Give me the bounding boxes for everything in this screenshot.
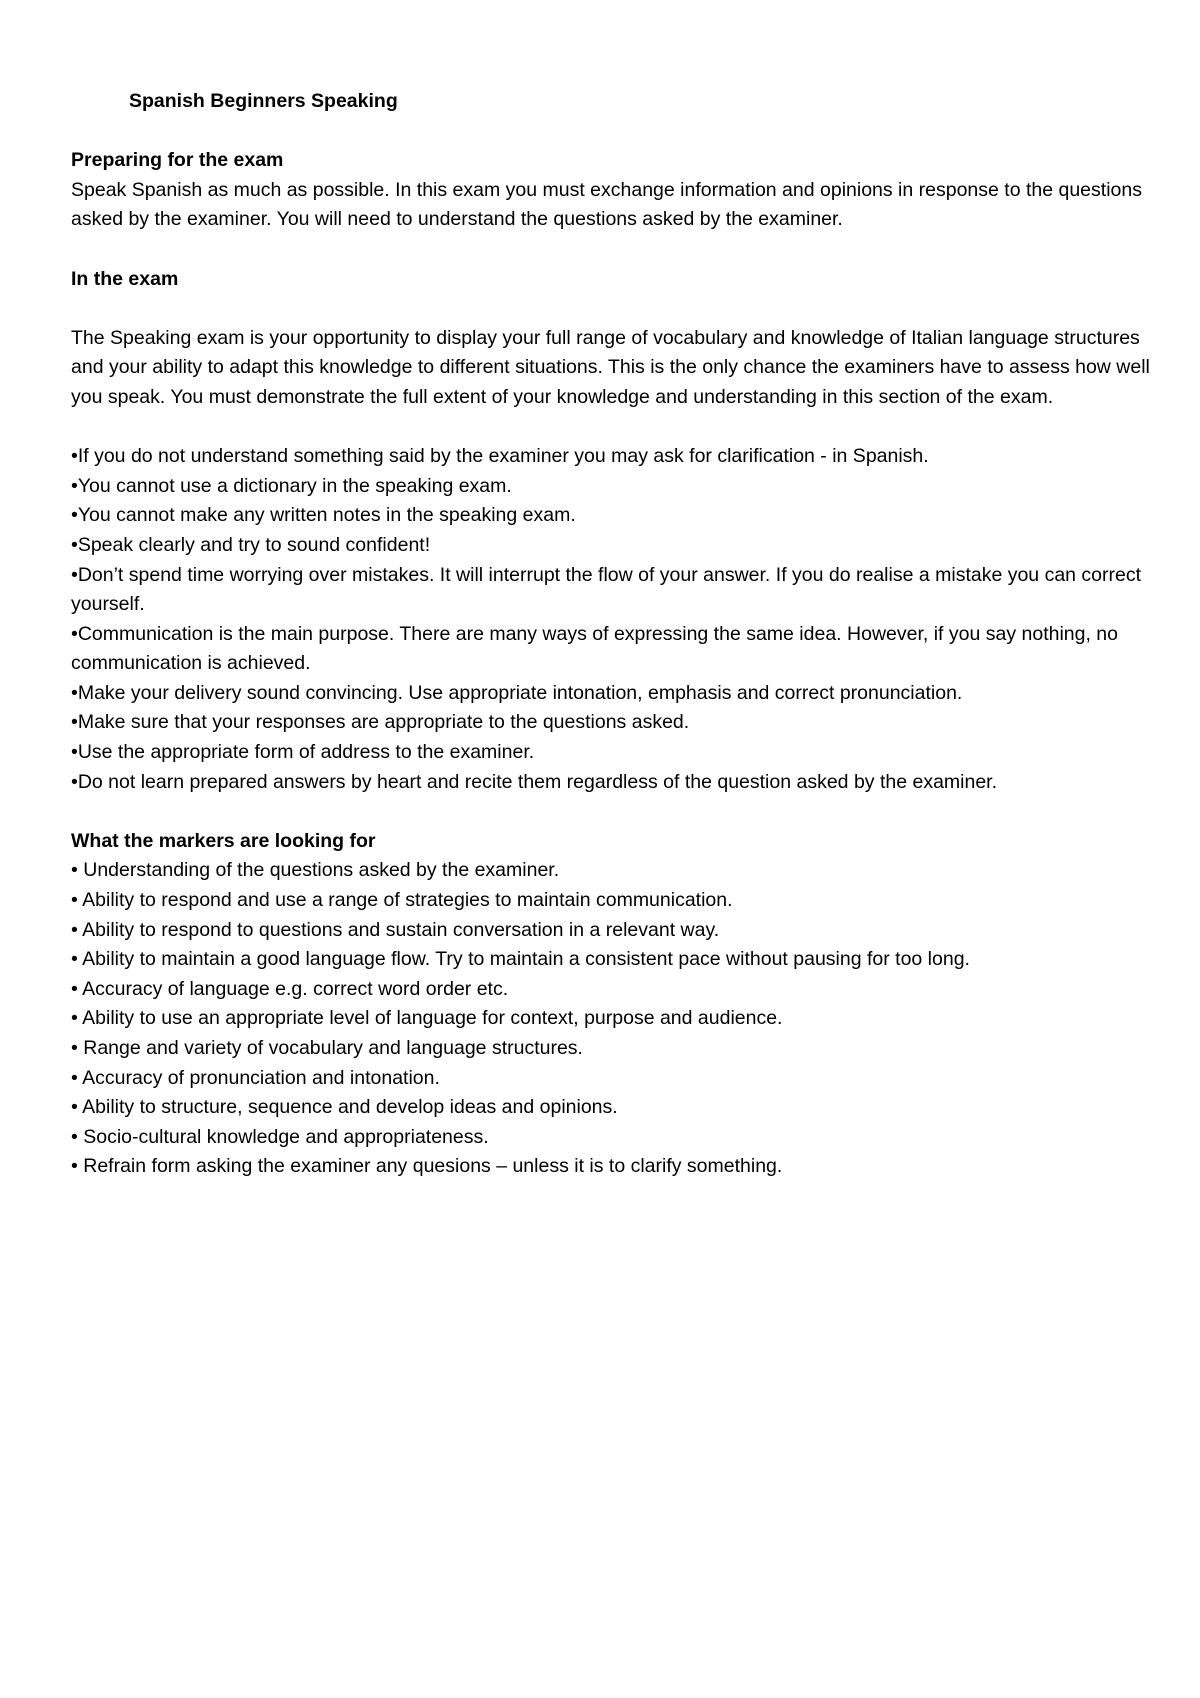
list-item: • Range and variety of vocabulary and language structures. bbox=[71, 1037, 583, 1059]
list-item: •If you do not understand something said by the examiner you may ask for clarification - in Spanish. bbox=[71, 445, 929, 468]
section-heading-markers: What the markers are looking for bbox=[71, 829, 376, 852]
list-item: •Make sure that your responses are appropriate to the questions asked. bbox=[71, 711, 690, 734]
spacer bbox=[71, 413, 1161, 443]
paragraph-in-exam: The Speaking exam is your opportunity to display your full range of vocabulary and knowledge of Italian language structures and your ability to adapt this knowledge to different situations. This is the only chance the examiners have to assess how well you speak. You must demonstrate the full extent of your knowledge and understanding in this section of the exam. bbox=[71, 326, 1150, 408]
markers-criteria-list bbox=[71, 856, 1161, 1182]
list-item: •Use the appropriate form of address to the examiner. bbox=[71, 741, 535, 764]
list-item: •Make your delivery sound convincing. Use appropriate intonation, emphasis and correct pronunciation. bbox=[71, 681, 963, 704]
list-item: •You cannot make any written notes in the speaking exam. bbox=[71, 504, 576, 527]
list-item: • Ability to use an appropriate level of language for context, purpose and audience. bbox=[71, 1007, 783, 1030]
paragraph-preparing: Speak Spanish as much as possible. In this exam you must exchange information and opinions in response to the questions asked by the examiner. You will need to understand the questions asked by the examiner. bbox=[71, 178, 1142, 231]
list-item: • Refrain form asking the examiner any quesions – unless it is to clarify something. bbox=[71, 1155, 783, 1178]
list-item: •Don’t spend time worrying over mistakes. It will interrupt the flow of your answer. If you do realise a mistake you can correct yourself. bbox=[71, 563, 1142, 616]
list-item: •Communication is the main purpose. There are many ways of expressing the same idea. However, if you say nothing, no communication is achieved. bbox=[71, 622, 1119, 675]
list-item: • Accuracy of language e.g. correct word order etc. bbox=[71, 977, 509, 1000]
exam-tips-list bbox=[71, 442, 1161, 797]
spacer bbox=[71, 294, 1161, 324]
list-item: • Ability to respond and use a range of strategies to maintain communication. bbox=[71, 889, 733, 912]
list-item: • Understanding of the questions asked by the examiner. bbox=[71, 859, 560, 882]
list-item: •Do not learn prepared answers by heart and recite them regardless of the question asked by the examiner. bbox=[71, 770, 998, 793]
list-item: • Socio-cultural knowledge and appropriateness. bbox=[71, 1125, 489, 1148]
list-item: •You cannot use a dictionary in the speaking exam. bbox=[71, 474, 512, 497]
list-item: • Ability to maintain a good language flow. Try to maintain a consistent pace without pausing for too long. bbox=[71, 948, 970, 971]
list-item: •Speak clearly and try to sound confident! bbox=[71, 533, 431, 556]
spacer bbox=[71, 235, 1161, 265]
document-content bbox=[71, 87, 1161, 1182]
list-item: • Ability to structure, sequence and develop ideas and opinions. bbox=[71, 1096, 618, 1119]
section-heading-in-exam: In the exam bbox=[71, 267, 179, 290]
document-title: Spanish Beginners Speaking bbox=[129, 90, 398, 112]
spacer bbox=[71, 797, 1161, 827]
list-item: • Accuracy of pronunciation and intonation. bbox=[71, 1066, 440, 1089]
list-item: • Ability to respond to questions and sustain conversation in a relevant way. bbox=[71, 918, 720, 941]
spacer bbox=[71, 117, 1161, 147]
section-heading-preparing: Preparing for the exam bbox=[71, 149, 284, 172]
